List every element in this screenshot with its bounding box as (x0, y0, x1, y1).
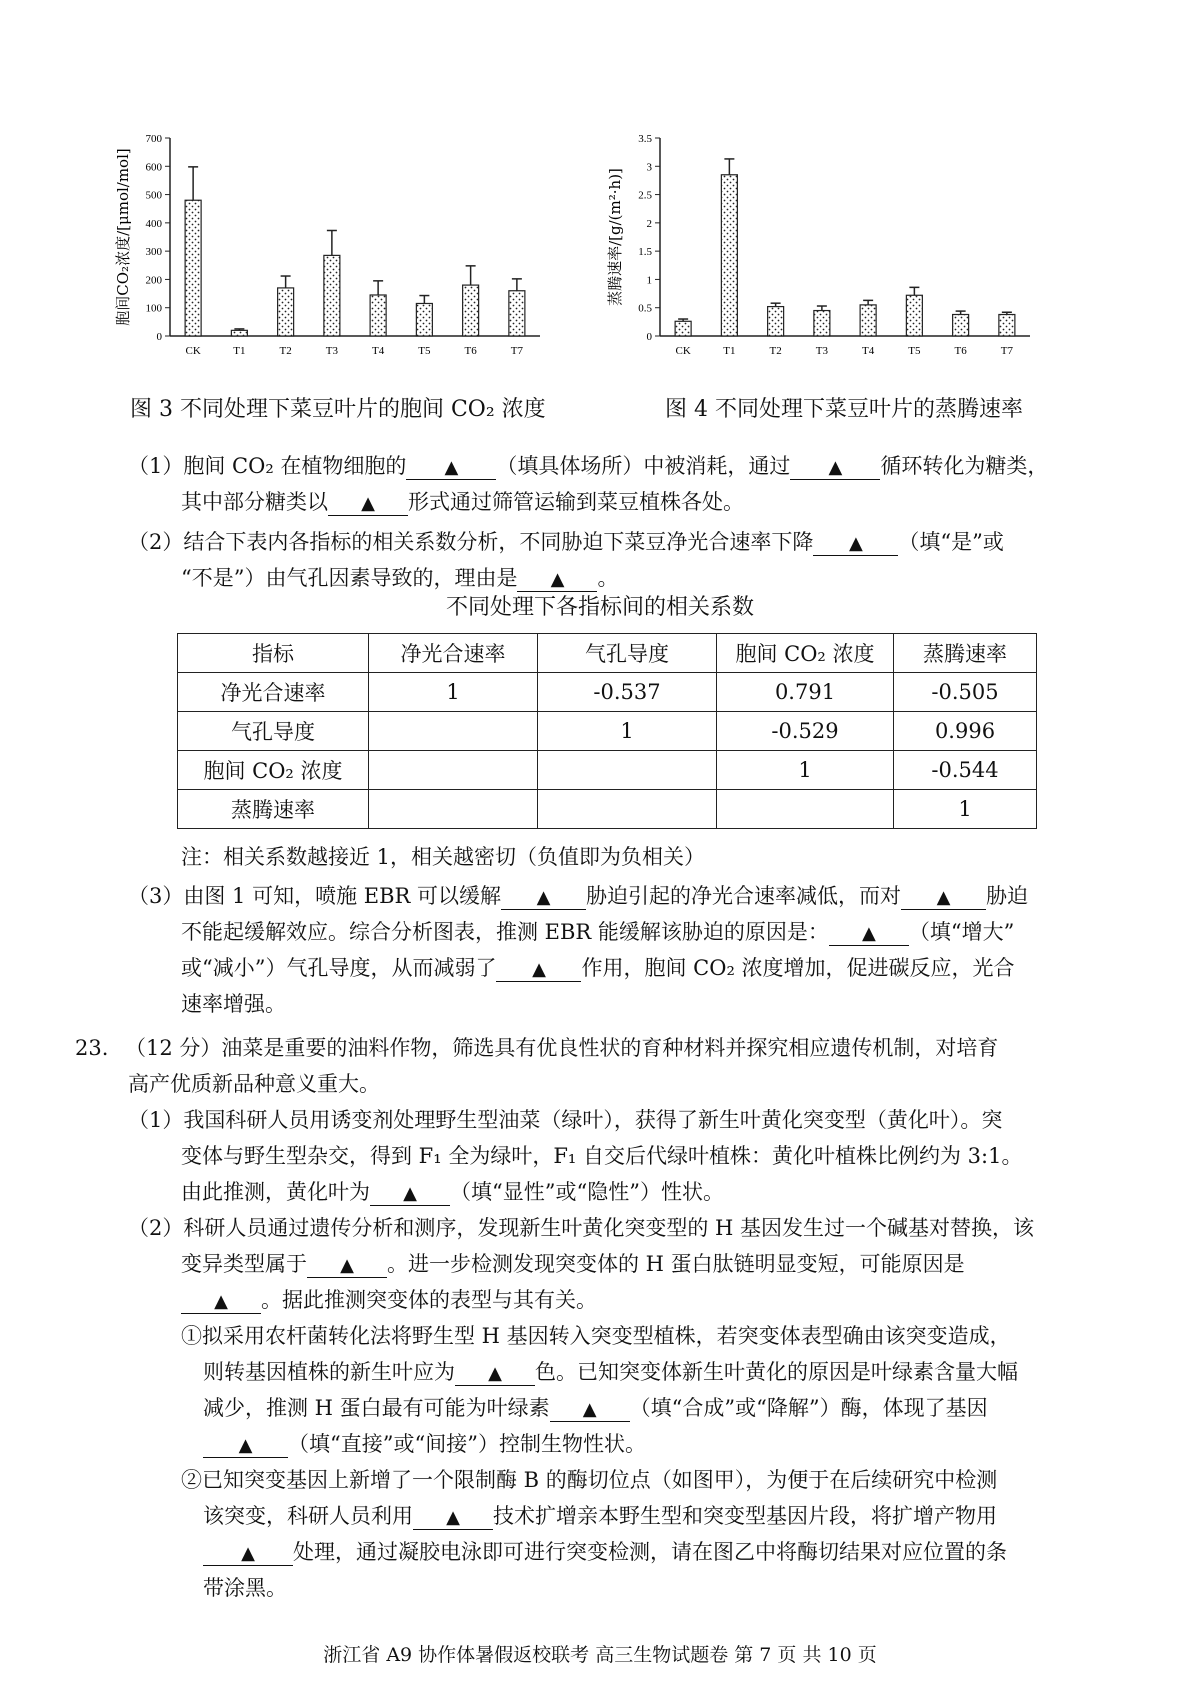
text: 处理，通过凝胶电泳即可进行突变检测，请在图乙中将酶切结果对应位置的条 (293, 1540, 1007, 1564)
question-2 (128, 524, 1004, 596)
blank-mark: ▲ (446, 1507, 460, 1528)
blank-mark: ▲ (241, 1543, 255, 1564)
table-cell: -0.544 (894, 751, 1037, 790)
x-tick-label: T2 (279, 345, 292, 357)
blank-mark: ▲ (238, 1435, 253, 1456)
text: （12 分）油菜是重要的油料作物，筛选具有优良性状的育种材料并探究相应遗传机制，对培育 (125, 1036, 999, 1060)
answer-blank[interactable] (813, 529, 898, 556)
y-tick-label: 1.5 (638, 246, 652, 259)
y-tick-label: 1 (646, 274, 652, 287)
table-cell (717, 790, 894, 829)
bar-T6 (953, 315, 969, 336)
answer-blank[interactable] (901, 883, 986, 910)
answer-blank[interactable] (370, 1179, 450, 1206)
chart-co2-svg (110, 130, 580, 390)
text: （3）由图 1 可知，喷施 EBR 可以缓解 (128, 884, 501, 908)
table-cell: -0.537 (538, 673, 717, 712)
answer-blank[interactable] (413, 1503, 493, 1530)
bar-T5 (906, 295, 922, 336)
text: （填“显性”或“隐性”）性状。 (450, 1180, 724, 1204)
y-tick-label: 100 (145, 302, 162, 315)
blank-mark: ▲ (848, 533, 863, 554)
x-tick-label: T6 (954, 345, 967, 357)
chart-co2 (110, 130, 580, 390)
answer-blank[interactable] (550, 1395, 630, 1422)
question-3 (128, 878, 1028, 1022)
table-header: 指标 (178, 634, 369, 673)
blank-mark: ▲ (214, 1291, 228, 1312)
x-tick-label: CK (185, 345, 201, 357)
chart-transpiration (600, 130, 1070, 390)
table-cell: 1 (538, 712, 717, 751)
y-tick-label: 0 (156, 331, 162, 343)
table-row (178, 751, 1037, 790)
y-tick-label: 700 (145, 133, 162, 145)
y-tick-label: 200 (145, 274, 162, 287)
text: ①拟采用农杆菌转化法将野生型 H 基因转入突变型植株，若突变体表型确由该突变造成， (181, 1324, 1011, 1348)
y-tick-label: 400 (145, 217, 162, 230)
blank-mark: ▲ (403, 1183, 417, 1204)
text: （填“合成”或“降解”）酶，体现了基因 (629, 1396, 988, 1420)
text: 胁迫引起的净光合速率减低，而对 (586, 884, 901, 908)
text: 其中部分糖类以 (181, 490, 328, 514)
table-cell: -0.505 (894, 673, 1037, 712)
table-cell: 胞间 CO₂ 浓度 (178, 751, 369, 790)
table-cell (538, 790, 717, 829)
chart-transpiration-svg (600, 130, 1070, 390)
question-1 (128, 448, 1048, 520)
table-header: 胞间 CO₂ 浓度 (717, 634, 894, 673)
x-tick-label: T7 (510, 345, 523, 357)
table-note-text: 注：相关系数越接近 1，相关越密切（负值即为负相关） (181, 845, 706, 869)
text: （填“直接”或“间接”）控制生物性状。 (288, 1432, 646, 1456)
text: 色。已知突变体新生叶黄化的原因是叶绿素含量大幅 (535, 1360, 1018, 1384)
blank-mark: ▲ (582, 1399, 597, 1420)
blank-mark: ▲ (862, 923, 876, 944)
x-tick-label: T1 (233, 345, 246, 357)
blank-mark: ▲ (536, 887, 551, 908)
blank-mark: ▲ (532, 959, 546, 980)
table-cell (369, 790, 538, 829)
answer-blank[interactable] (517, 565, 597, 592)
text: 作用，胞间 CO₂ 浓度增加，促进碳反应，光合 (581, 956, 1015, 980)
text: 或“减小”）气孔导度，从而减弱了 (181, 956, 497, 980)
text: （1）胞间 CO₂ 在植物细胞的 (128, 454, 407, 478)
bar-T7 (999, 315, 1015, 336)
table-cell: 1 (894, 790, 1037, 829)
y-tick-label: 300 (145, 246, 162, 259)
bar-T7 (509, 291, 525, 336)
bar-T1 (721, 175, 737, 336)
bar-T6 (463, 285, 479, 336)
table-header: 净光合速率 (369, 634, 538, 673)
x-tick-label: T4 (372, 345, 385, 357)
table-cell (538, 751, 717, 790)
table-title: 不同处理下各指标间的相关系数 (445, 595, 754, 620)
blank-mark: ▲ (550, 569, 565, 590)
answer-blank[interactable] (501, 883, 586, 910)
blank-mark: ▲ (936, 887, 951, 908)
text: “不是”）由气孔因素导致的，理由是 (181, 566, 518, 590)
text: （2）科研人员通过遗传分析和测序，发现新生叶黄化突变型的 H 基因发生过一个碱基对替换，该 (128, 1216, 1035, 1240)
y-axis-label: 蒸腾速率/[g/(m²·h)] (606, 168, 624, 306)
text: ②已知突变基因上新增了一个限制酶 B 的酶切位点（如图甲），为便于在后续研究中检测 (181, 1468, 998, 1492)
answer-blank[interactable] (307, 1251, 387, 1278)
text: （2）结合下表内各指标的相关系数分析，不同胁迫下菜豆净光合速率下降 (128, 530, 814, 554)
text: 由此推测，黄化叶为 (181, 1180, 370, 1204)
bar-T1 (231, 330, 247, 336)
answer-blank[interactable] (328, 489, 408, 516)
y-tick-label: 500 (145, 189, 162, 202)
table-cell: 1 (717, 751, 894, 790)
answer-blank[interactable] (455, 1359, 535, 1386)
table-cell: 蒸腾速率 (178, 790, 369, 829)
table-cell: 1 (369, 673, 538, 712)
table-row (178, 712, 1037, 751)
bar-T2 (768, 307, 784, 336)
answer-blank[interactable] (496, 955, 581, 982)
x-tick-label: T2 (769, 345, 782, 357)
bar-CK (185, 200, 201, 336)
table-header-row (178, 634, 1037, 673)
text: 。 (597, 566, 619, 590)
text: 胁迫 (986, 884, 1028, 908)
text: 则转基因植株的新生叶应为 (203, 1360, 455, 1384)
question-23 (75, 1030, 1034, 1606)
table-note (181, 839, 705, 875)
blank-mark: ▲ (361, 493, 375, 514)
chart-transpiration-caption: 图 4 不同处理下菜豆叶片的蒸腾速率 (665, 397, 1023, 422)
bar-T2 (278, 288, 294, 336)
answer-blank[interactable] (406, 453, 496, 480)
text: 减少，推测 H 蛋白最有可能为叶绿素 (203, 1396, 550, 1420)
table-row (178, 790, 1037, 829)
y-tick-label: 2 (646, 217, 652, 230)
table-cell: 0.996 (894, 712, 1037, 751)
text: 高产优质新品种意义重大。 (128, 1072, 380, 1096)
text: 带涂黑。 (203, 1576, 287, 1600)
y-axis-label: 胞间CO₂浓度/[μmol/mol] (114, 148, 132, 326)
text: 技术扩增亲本野生型和突变型基因片段，将扩增产物用 (493, 1504, 997, 1528)
x-tick-label: CK (675, 345, 691, 357)
text: 变异类型属于 (181, 1252, 307, 1276)
text: 循环转化为糖类， (880, 454, 1049, 478)
y-tick-label: 0 (646, 331, 652, 343)
question-number: 23. (75, 1036, 109, 1060)
x-tick-label: T1 (723, 345, 736, 357)
text: 。进一步检测发现突变体的 H 蛋白肽链明显变短，可能原因是 (387, 1252, 965, 1276)
y-tick-label: 2.5 (638, 189, 652, 202)
table-cell (369, 712, 538, 751)
blank-mark: ▲ (444, 457, 459, 478)
table-cell: 0.791 (717, 673, 894, 712)
bar-CK (675, 321, 691, 336)
text: （1）我国科研人员用诱变剂处理野生型油菜（绿叶），获得了新生叶黄化突变型（黄化叶）。突 (128, 1108, 1003, 1132)
y-tick-label: 3.5 (638, 133, 652, 145)
answer-blank[interactable] (181, 1287, 261, 1314)
answer-blank[interactable] (203, 1431, 288, 1458)
x-tick-label: T5 (908, 345, 921, 357)
text: （填“是”或 (898, 530, 1004, 554)
table-header: 蒸腾速率 (894, 634, 1037, 673)
answer-blank[interactable] (829, 919, 909, 946)
answer-blank[interactable] (203, 1539, 293, 1566)
bar-T5 (416, 303, 432, 336)
x-tick-label: T4 (862, 345, 875, 357)
answer-blank[interactable] (790, 453, 880, 480)
text: （填具体场所）中被消耗，通过 (496, 454, 791, 478)
text: 。据此推测突变体的表型与其有关。 (261, 1288, 597, 1312)
text: （填“增大” (908, 920, 1015, 944)
bar-T4 (860, 305, 876, 336)
table-cell: 净光合速率 (178, 673, 369, 712)
y-tick-label: 600 (145, 161, 162, 174)
x-tick-label: T6 (464, 345, 477, 357)
page-footer: 浙江省 A9 协作体暑假返校联考 高三生物试题卷 第 7 页 共 10 页 (323, 1644, 877, 1666)
bar-T3 (814, 311, 830, 336)
text: 速率增强。 (181, 992, 286, 1016)
y-tick-label: 0.5 (638, 302, 652, 315)
x-tick-label: T3 (325, 345, 338, 357)
x-tick-label: T3 (815, 345, 828, 357)
table-cell: 气孔导度 (178, 712, 369, 751)
x-tick-label: T7 (1000, 345, 1013, 357)
table-cell: -0.529 (717, 712, 894, 751)
chart-co2-caption: 图 3 不同处理下菜豆叶片的胞间 CO₂ 浓度 (130, 397, 546, 422)
bar-T3 (324, 255, 340, 336)
correlation-table (177, 633, 1037, 829)
x-tick-label: T5 (418, 345, 431, 357)
y-tick-label: 3 (646, 161, 652, 174)
table-header: 气孔导度 (538, 634, 717, 673)
blank-mark: ▲ (488, 1363, 502, 1384)
text: 变体与野生型杂交，得到 F₁ 全为绿叶，F₁ 自交后代绿叶植株：黄化叶植株比例约为 3:1。 (181, 1144, 1023, 1168)
table-cell (369, 751, 538, 790)
text: 不能起缓解效应。综合分析图表，推测 EBR 能缓解该胁迫的原因是： (181, 920, 829, 944)
table-row (178, 673, 1037, 712)
text: 形式通过筛管运输到菜豆植株各处。 (408, 490, 744, 514)
bar-T4 (370, 295, 386, 336)
blank-mark: ▲ (828, 457, 843, 478)
text: 该突变，科研人员利用 (203, 1504, 413, 1528)
blank-mark: ▲ (340, 1255, 354, 1276)
